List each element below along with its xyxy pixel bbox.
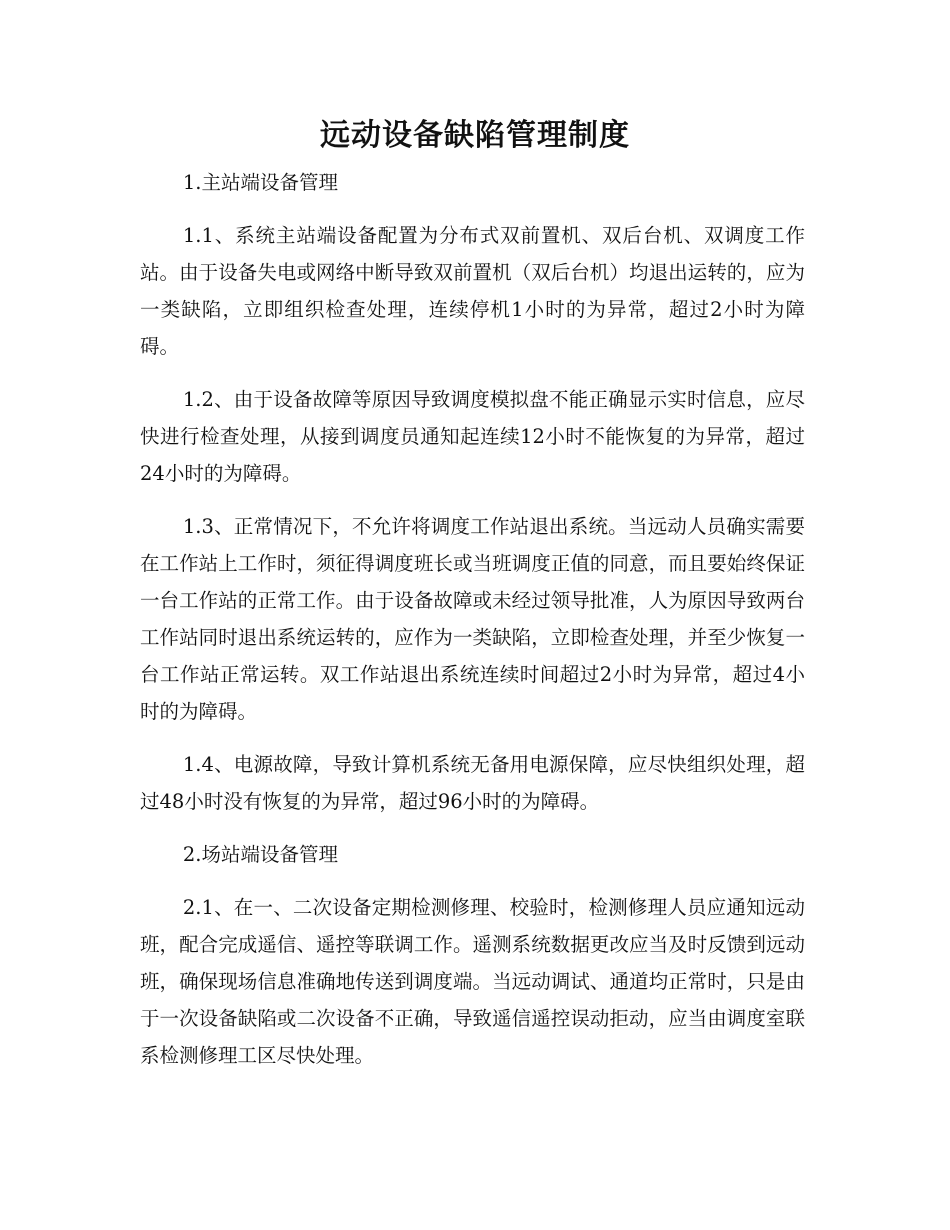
document-body bbox=[140, 164, 805, 1090]
paragraph-1-2: 1.2、由于设备故障等原因导致调度模拟盘不能正确显示实时信息，应尽快进行检查处理，从接到调度员通知起连续12小时不能恢复的为异常，超过24小时的为障碍。 bbox=[140, 388, 805, 485]
document-title: 远动设备缺陷管理制度 bbox=[320, 118, 630, 153]
paragraph-1-1: 1.1、系统主站端设备配置为分布式双前置机、双后台机、双调度工作站。由于设备失电或网络中断导致双前置机（双后台机）均退出运转的，应为一类缺陷，立即组织检查处理，连续停机1小时的为异常，超过2小时为障碍。 bbox=[140, 224, 805, 358]
paragraph-1-4: 1.4、电源故障，导致计算机系统无备用电源保障，应尽快组织处理，超过48小时没有恢复的为异常，超过96小时的为障碍。 bbox=[140, 753, 805, 813]
section-heading-master-station: 1.主站端设备管理 bbox=[182, 171, 338, 194]
paragraph-2-1: 2.1、在一、二次设备定期检测修理、校验时，检测修理人员应通知远动班，配合完成遥信、遥控等联调工作。遥测系统数据更改应当及时反馈到远动班，确保现场信息准确地传送到调度端。当远动调试、通道均正常时，只是由于一次设备缺陷或二次设备不正确，导致遥信遥控误动拒动，应当由调度室联系检测修理工区尽快处理。 bbox=[140, 896, 805, 1067]
paragraph-1-3: 1.3、正常情况下，不允许将调度工作站退出系统。当远动人员确实需要在工作站上工作时，须征得调度班长或当班调度正值的同意，而且要始终保证一台工作站的正常工作。由于设备故障或未经过领导批准，人为原因导致两台工作站同时退出系统运转的，应作为一类缺陷，立即检查处理，并至少恢复一台工作站正常运转。双工作站退出系统连续时间超过2小时为异常，超过4小时的为障碍。 bbox=[140, 515, 805, 723]
section-heading-field-station: 2.场站端设备管理 bbox=[182, 843, 338, 866]
